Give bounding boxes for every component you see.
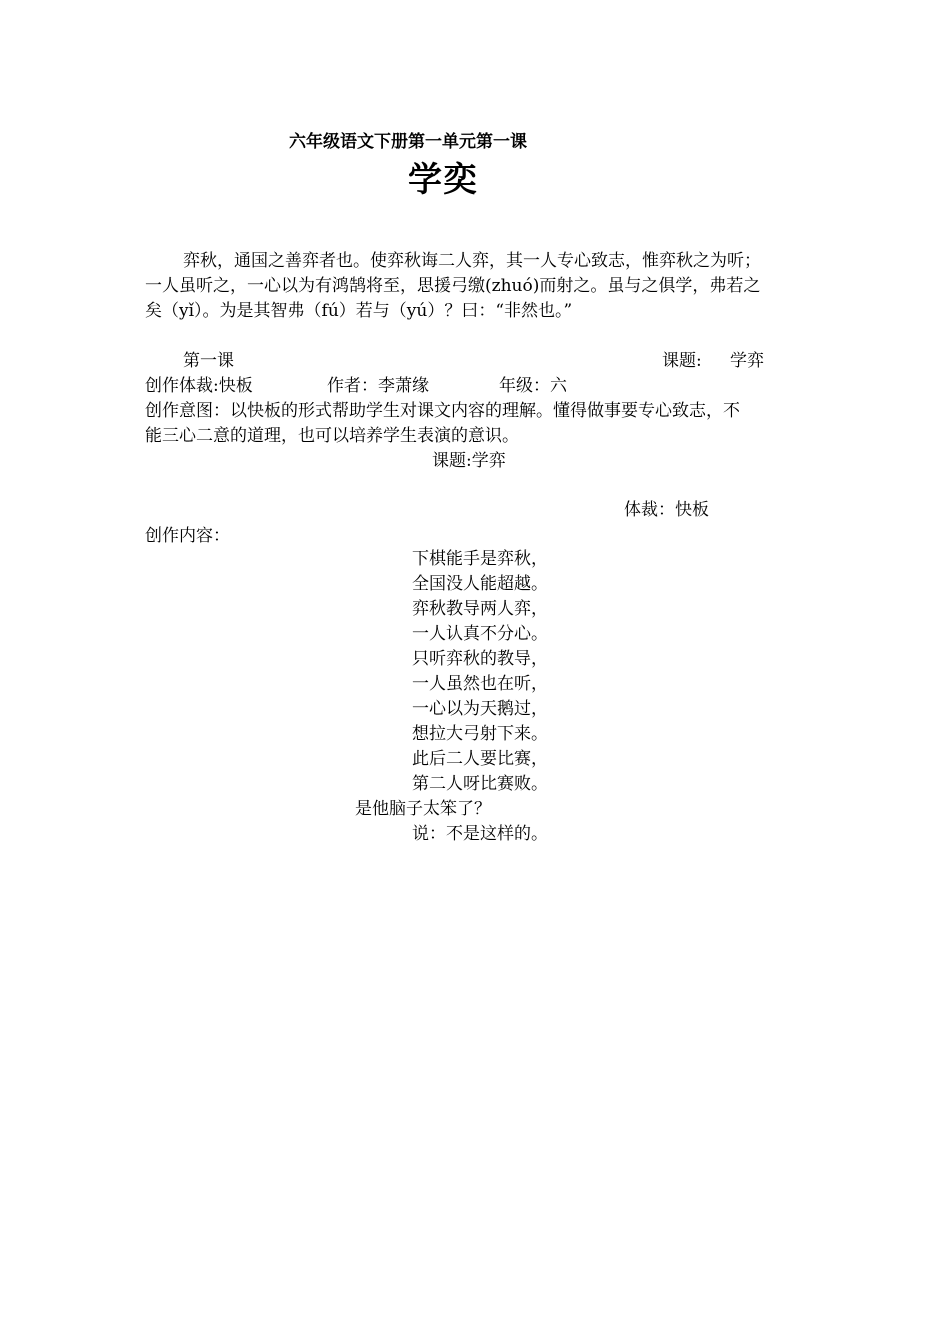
poem-line: 此后二人要比赛，: [412, 749, 548, 769]
poem-line: 一人认真不分心。: [412, 624, 548, 644]
topic-label: 课题:: [662, 351, 702, 371]
lesson-label: 第一课: [183, 351, 234, 371]
grade-label: 年级：六: [499, 376, 567, 396]
poem-line: 想拉大弓射下来。: [412, 724, 548, 744]
intent-line-2: 能三心二意的道理，也可以培养学生表演的意识。: [145, 426, 519, 446]
poem-line: 第二人呀比赛败。: [412, 774, 548, 794]
document-subtitle: 六年级语文下册第一单元第一课: [289, 132, 527, 152]
genre-right: 体裁：快板: [624, 500, 709, 520]
poem-line: 只听弈秋的教导，: [412, 649, 548, 669]
poem-line: 一心以为天鹅过，: [412, 699, 548, 719]
classical-text-line-3: 矣（yǐ）。为是其智弗（fú）若与（yú）？曰：“非然也。”: [145, 301, 573, 321]
poem-line: 一人虽然也在听，: [412, 674, 548, 694]
poem-line: 说：不是这样的。: [412, 824, 548, 844]
topic-center: 课题:学弈: [432, 451, 506, 471]
poem-line: 是他脑子太笨了？: [355, 799, 491, 819]
classical-text: [145, 249, 815, 324]
classical-text-line-1: 弈秋，通国之善弈者也。使弈秋诲二人弈，其一人专心致志，惟弈秋之为听；: [183, 251, 761, 271]
poem-line: 弈秋教导两人弈，: [412, 599, 548, 619]
author-label: 作者：李萧缘: [327, 376, 429, 396]
intent-line-1: 创作意图：以快板的形式帮助学生对课文内容的理解。懂得做事要专心致志，不: [145, 401, 740, 421]
poem-line: 下棋能手是弈秋，: [412, 549, 548, 569]
poem-line: 全国没人能超越。: [412, 574, 548, 594]
classical-text-line-2: 一人虽听之，一心以为有鸿鹄将至，思援弓缴(zhuó)而射之。虽与之俱学，弗若之: [145, 276, 761, 296]
topic-value: 学弈: [730, 351, 764, 371]
genre-label: 创作体裁:快板: [145, 376, 253, 396]
poem: [355, 547, 548, 847]
content-label: 创作内容：: [145, 526, 230, 546]
document-title: 学奕: [408, 160, 478, 200]
